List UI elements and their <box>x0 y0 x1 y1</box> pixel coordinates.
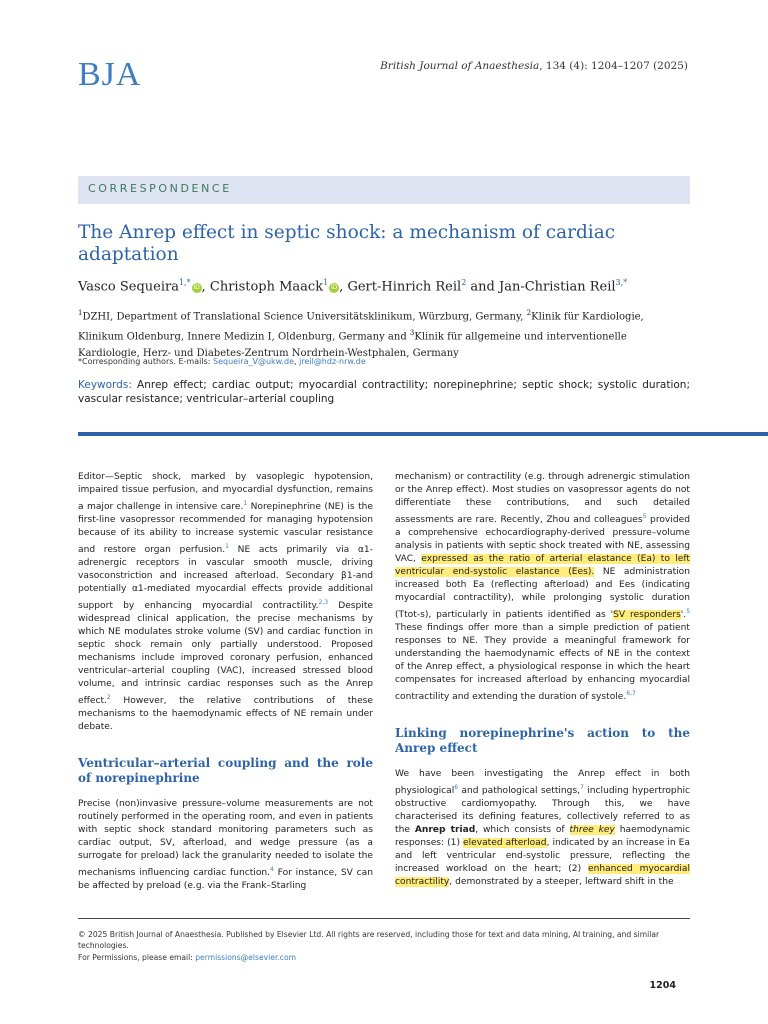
citation-ref[interactable]: 7 <box>580 784 584 792</box>
affil-sup: 1 <box>78 309 83 317</box>
text-run: Despite widespread clinical application, the precise mechanisms by which NE modulates stroke volume (SV) and cardiac function in septic shock remain only partially understood. Proposed mechanisms include improved coronary perfusion, enhanced ventricular–arterial coupling (VAC), increased stressed blood volume, and intrinsic cardiac responses such as the Anrep effect. <box>78 601 373 707</box>
text-run: NE administration increased both Ea (reflecting afterload) and Ees (indicating myocardial contractility), while prolonging systolic duration (Ttot-s), particularly in patients identified as ' <box>395 567 690 621</box>
citation-ref[interactable]: 1 <box>225 543 229 551</box>
citation-ref[interactable]: 5 <box>642 513 647 520</box>
citation-ref[interactable]: 1 <box>243 500 248 507</box>
orcid-icon[interactable]: iD <box>193 284 200 292</box>
text-run: including hypertrophic obstructive cardiomyopathy. Through this, we have characterised its defining features, collectively referred to as the <box>395 786 690 836</box>
text-run: For instance, SV can be affected by preload (e.g. via the Frank–Starling <box>78 868 373 892</box>
citation-ref[interactable]: 2 <box>106 694 111 702</box>
text-run: , which consists of <box>475 825 570 836</box>
text-run: and pathological settings, <box>458 786 581 797</box>
text-run: haemodynamic responses: (1) <box>395 825 690 849</box>
right-column <box>395 471 690 889</box>
text-run: , indicated by an increase in Ea and left ventricular end-systolic pressure, reflecting the increased workload on the heart; (2) <box>395 838 690 875</box>
author-separator: , <box>339 279 348 295</box>
highlighted-text: elevated afterload <box>463 838 547 849</box>
text-run: provided a comprehensive echocardiography-derived pressure–volume analysis in patients with septic shock treated with NE, assessing VAC, <box>395 515 690 565</box>
section-heading: Linking norepinephrine's action to the Anrep effect <box>395 726 690 756</box>
paragraph <box>395 768 690 889</box>
text-run: , demonstrated by a steeper, leftward shift in the <box>449 877 674 888</box>
author-affil-sup: 3,* <box>615 278 628 287</box>
author-affil-sup: 1 <box>323 278 329 287</box>
keywords <box>78 378 690 406</box>
text-run: Norepinephrine (NE) is the first-line vasopressor recommended for managing hypotension because of its ability to increase systemic vascular resistance and restore organ perfusion. <box>78 502 373 556</box>
affil-text: Klinik für allgemeine und interventionelle Kardiologie, Herz- und Diabetes-Zentrum Nordrhein-Westphalen, Germany <box>78 331 627 359</box>
keywords-list: Anrep effect; cardiac output; myocardial contractility; norepinephrine; septic shock; systolic duration; vascular resistance; ventricular–arterial coupling <box>78 379 690 405</box>
permissions-label: For Permissions, please email: <box>78 953 196 962</box>
email-link[interactable]: jreil@hdz-nrw.de <box>299 357 366 366</box>
journal-logo: BJA <box>78 56 142 93</box>
paragraph <box>78 471 373 734</box>
section-label: CORRESPONDENCE <box>88 182 232 195</box>
text-run: Editor—Septic shock, marked by vasoplegic hypotension, impaired tissue perfusion, and myocardial dysfunction, remains a major challenge in intensive care. <box>78 472 373 513</box>
page-number: 1204 <box>649 980 676 991</box>
footer-divider <box>78 918 690 919</box>
header-divider <box>78 432 768 436</box>
citation-ref[interactable]: 2,3 <box>318 599 329 607</box>
citation-ref[interactable]: 6,7 <box>626 690 636 698</box>
section-banner <box>78 176 690 204</box>
email-link[interactable]: Sequeira_V@ukw.de <box>212 357 294 366</box>
highlighted-text: enhanced myocardial contractility <box>395 864 690 888</box>
section-heading: Ventricular–arterial coupling and the role of norepinephrine <box>78 756 373 786</box>
author-affil-sup: 2 <box>461 278 467 287</box>
affiliations <box>78 305 690 362</box>
highlighted-text: expressed as the ratio of arterial elastance (Ea) to left ventricular end-systolic elastance (Ees). <box>395 554 690 578</box>
email-separator: , <box>294 357 300 366</box>
author-name[interactable]: Christoph Maack <box>209 279 324 295</box>
author-name[interactable]: Gert-Hinrich Reil <box>347 279 462 295</box>
highlighted-text: three key <box>569 825 615 836</box>
article-title: The Anrep effect in septic shock: a mechanism of cardiac adaptation <box>78 222 616 265</box>
journal-name: British Journal of Anaesthesia <box>380 60 540 72</box>
citation-ref[interactable]: 4 <box>270 866 274 874</box>
copyright-notice: © 2025 British Journal of Anaesthesia. Published by Elsevier Ltd. All rights are reserved, including those for text and data mining, AI training, and similar technologies. <box>78 930 660 950</box>
bold-term: Anrep triad <box>414 825 476 836</box>
journal-citation <box>380 60 688 72</box>
author-list <box>78 278 627 294</box>
permissions-line <box>78 953 296 962</box>
text-run: '. <box>680 610 687 621</box>
text-run: Precise (non)invasive pressure–volume measurements are not routinely performed in the operating room, and even in patients with septic shock standard monitoring parameters such as cardiac output, SV, afterload, and wedge pressure (as a surrogate for preload) lack the granularity needed to isolate the mechanisms influencing cardiac function. <box>78 799 373 879</box>
author-name[interactable]: Vasco Sequeira <box>78 279 179 295</box>
highlighted-text: SV responders <box>613 610 681 621</box>
text-run: We have been investigating the Anrep effect in both physiological <box>395 769 690 797</box>
citation-ref[interactable]: 6 <box>454 784 459 792</box>
affil-sup: 3 <box>409 329 415 338</box>
citation-details: , 134 (4): 1204–1207 (2025) <box>539 60 688 72</box>
orcid-icon[interactable]: iD <box>331 284 338 292</box>
author-name[interactable]: Jan-Christian Reil <box>499 279 616 295</box>
corresponding-authors <box>78 357 366 366</box>
affil-sup: 2 <box>526 309 532 317</box>
affil-text: DZHI, Department of Translational Science Universitätsklinikum, Würzburg, Germany, <box>82 311 527 323</box>
author-affil-sup: 1,* <box>178 278 191 287</box>
text-run: These findings offer more than a simple prediction of patient responses to NE. They provide a meaningful framework for understanding the haemodynamic effects of NE in the context of the Anrep effect, a physiological response in which the heart compensates for increased afterload by enhancing myocardial contractility and extending the duration of systole. <box>395 623 690 703</box>
author-separator: , <box>201 279 210 295</box>
affil-text: Klinik für Kardiologie, Klinikum Oldenburg, Innere Medizin I, Oldenburg, Germany and <box>78 311 644 343</box>
left-column <box>78 471 373 893</box>
paragraph <box>395 471 690 704</box>
citation-ref[interactable]: 5 <box>686 608 691 616</box>
text-run: However, the relative contributions of these mechanisms to the haemodynamic effects of NE remain under debate. <box>78 696 373 733</box>
paragraph <box>78 798 373 893</box>
text-run: mechanism) or contractility (e.g. through adrenergic stimulation or the Anrep effect). Most studies on vasopressor agents do not differentiate these contributions, and such detailed assessments are rare. Recently, Zhou and colleagues <box>395 472 690 526</box>
corresponding-label: *Corresponding authors. E-mails: <box>78 357 213 366</box>
permissions-email-link[interactable]: permissions@elsevier.com <box>195 953 296 962</box>
keywords-label: Keywords: <box>78 379 132 391</box>
text-run: NE acts primarily via α1-adrenergic receptors in vascular smooth muscle, driving vasoconstriction and increased afterload. Secondary β1-and potentially α1-mediated myocardial effects provide additional support by enhancing myocardial contractility. <box>78 545 373 612</box>
author-separator: and <box>466 279 499 295</box>
